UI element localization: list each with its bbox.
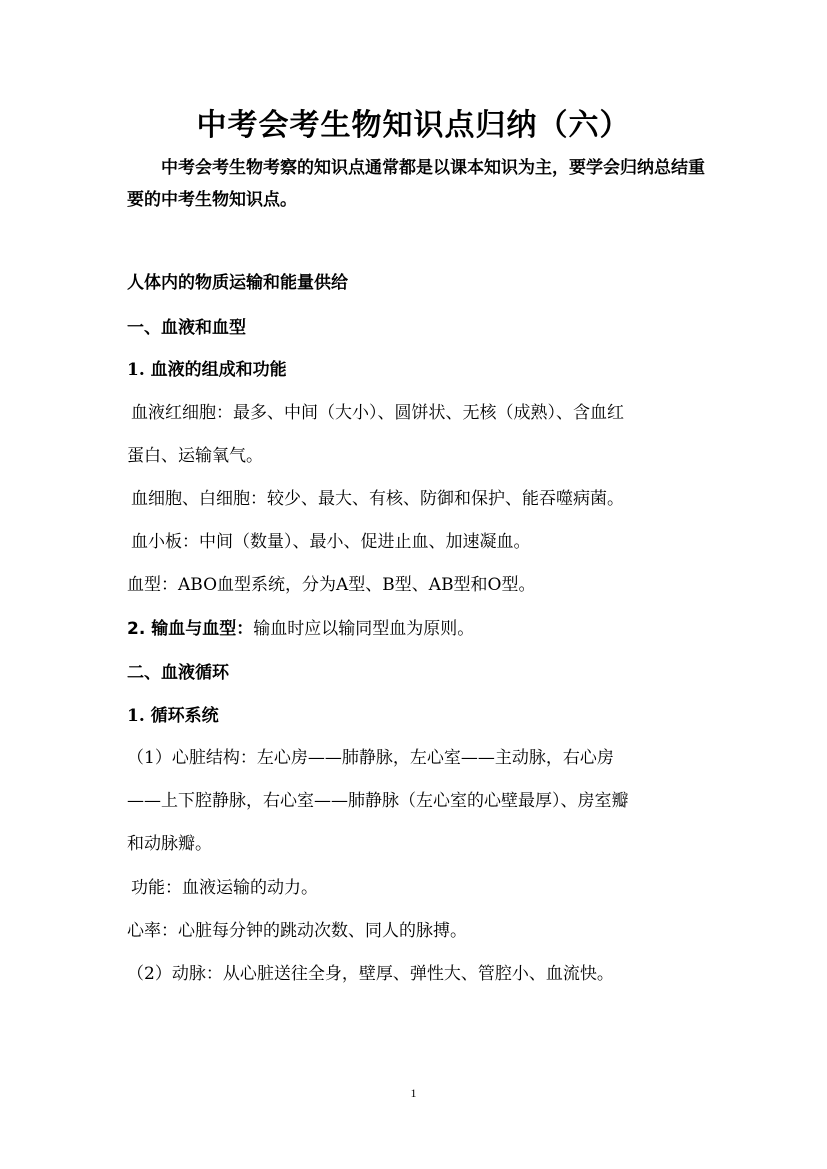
artery-line: （2）动脉：从心脏送往全身，壁厚、弹性大、管腔小、血流快。	[127, 964, 614, 984]
transfusion-text: 输血时应以输同型血为原则。	[253, 619, 475, 639]
transfusion-label: 2. 输血与血型：	[127, 619, 254, 639]
transfusion-line	[127, 614, 474, 639]
part2-subheading: 1. 循环系统	[127, 706, 219, 726]
page-number: 1	[410, 1086, 417, 1100]
rbc-line-2: 蛋白、运输氧气。	[127, 446, 263, 466]
bloodtype-line: 血型：ABO血型系统，分为A型、B型、AB型和O型。	[127, 575, 536, 595]
part1-heading: 一、血液和血型	[127, 318, 246, 338]
document-title: 中考会考生物知识点归纳（六）	[196, 108, 631, 143]
intro-paragraph: 中考会考生物考察的知识点通常都是以课本知识为主，要学会归纳总结重要的中考生物知识点。	[127, 158, 705, 210]
platelet-line: 血小板：中间（数量）、最小、促进止血、加速凝血。	[131, 532, 531, 552]
heart-line-2: ——上下腔静脉，右心室——肺静脉（左心室的心壁最厚）、房室瓣	[127, 791, 629, 811]
rbc-line-1: 血液红细胞：最多、中间（大小）、圆饼状、无核（成熟）、含血红	[131, 403, 624, 423]
part1-subheading: 1. 血液的组成和功能	[127, 360, 287, 380]
heartrate-line: 心率：心脏每分钟的跳动次数、同人的脉搏。	[127, 921, 467, 941]
heart-line-1: （1）心脏结构：左心房——肺静脉，左心室——主动脉，右心房	[127, 748, 614, 768]
wbc-line: 血细胞、白细胞：较少、最大、有核、防御和保护、能吞噬病菌。	[131, 489, 624, 509]
section-heading: 人体内的物质运输和能量供给	[127, 273, 348, 293]
heart-line-3: 和动脉瓣。	[127, 834, 212, 854]
part2-heading: 二、血液循环	[127, 663, 229, 683]
function-line: 功能：血液运输的动力。	[131, 878, 318, 898]
